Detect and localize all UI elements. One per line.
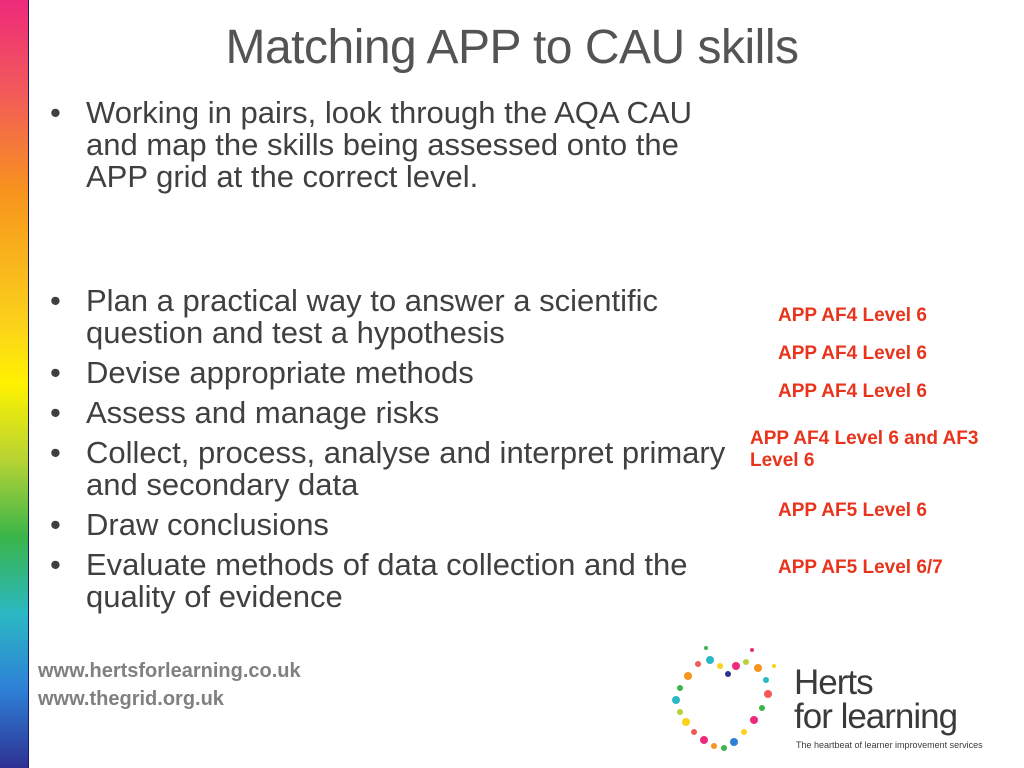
- rainbow-sidebar: [0, 0, 29, 768]
- bullet-item: • Assess and manage risks: [48, 397, 738, 429]
- footer-link-thegrid[interactable]: www.thegrid.org.uk: [38, 688, 224, 710]
- bullet-item: • Plan a practical way to answer a scientific question and test a hypothesis: [48, 285, 738, 349]
- skills-bullet-list: [48, 285, 738, 621]
- app-level-label: APP AF4 Level 6: [778, 305, 927, 326]
- app-level-label: APP AF4 Level 6: [778, 381, 927, 402]
- slide-title: Matching APP to CAU skills: [225, 21, 799, 74]
- footer-links: [38, 657, 301, 713]
- app-level-label: APP AF5 Level 6: [778, 500, 927, 521]
- app-level-label: APP AF4 Level 6 and AF3 Level 6: [750, 428, 979, 471]
- bullet-item: • Devise appropriate methods: [48, 357, 738, 389]
- logo-wordmark: Herts for learning: [794, 663, 958, 736]
- herts-for-learning-logo: [666, 636, 1006, 758]
- app-level-label: APP AF4 Level 6: [778, 343, 927, 364]
- bullet-item: • Evaluate methods of data collection and the quality of evidence: [48, 549, 738, 613]
- intro-bullet-list: [48, 97, 738, 193]
- bullet-item: • Draw conclusions: [48, 509, 738, 541]
- logo-tagline: The heartbeat of learner improvement services: [796, 740, 983, 750]
- app-level-label: APP AF5 Level 6/7: [778, 557, 943, 578]
- footer-link-hertsforlearning[interactable]: www.hertsforlearning.co.uk: [38, 660, 301, 682]
- bullet-item: • Collect, process, analyse and interpret primary and secondary data: [48, 437, 738, 501]
- bullet-item: • Working in pairs, look through the AQA CAU and map the skills being assessed onto the APP grid at the correct level.: [48, 97, 738, 193]
- heart-dots-icon: [666, 636, 786, 758]
